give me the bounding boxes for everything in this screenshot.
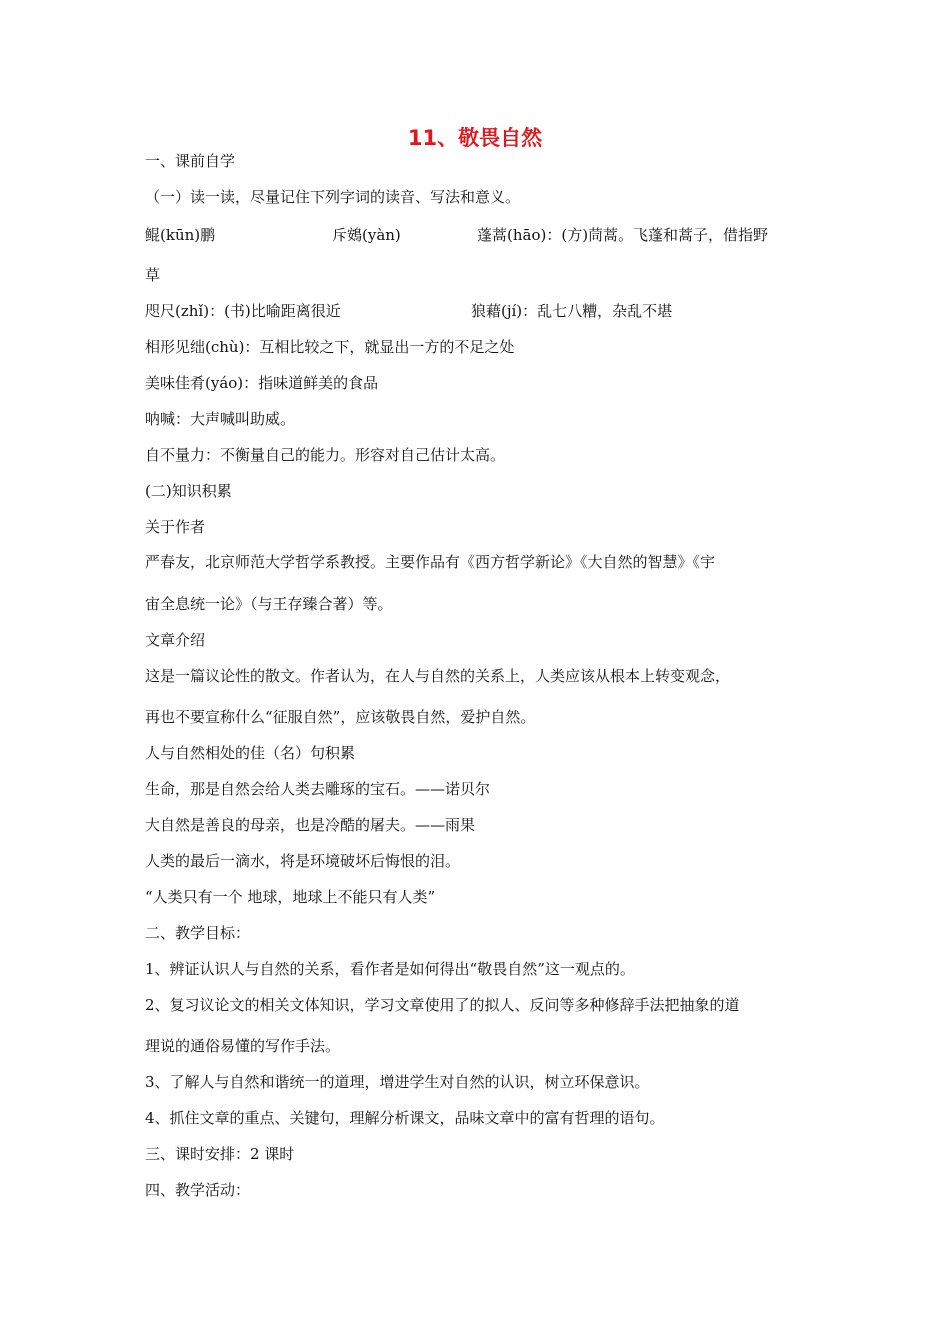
- vocab-item: 呐喊：大声喊叫助威。: [145, 410, 296, 428]
- intro-paragraph-line: 这是一篇议论性的散文。作者认为，在人与自然的关系上，人类应该从根本上转变观念，: [145, 667, 731, 685]
- quote-line: 生命，那是自然会给人类去雕琢的宝石。——诺贝尔: [145, 780, 491, 798]
- vocab-continuation: 草: [145, 266, 161, 284]
- vocab-item: 咫尺(zhǐ)：(书)比喻距离很近: [145, 302, 341, 320]
- vocab-item: 自不量力：不衡量自己的能力。形容对自己估计太高。: [145, 446, 506, 464]
- intro-paragraph-line: 再也不要宣称什么“征服自然”，应该敬畏自然，爱护自然。: [145, 708, 536, 726]
- vocab-item: 鲲(kūn)鹏: [145, 226, 216, 244]
- page-title: 11、敬畏自然: [407, 126, 543, 150]
- subsection-heading-2: (二)知识积累: [145, 482, 232, 500]
- section-heading-2: 二、教学目标：: [145, 924, 251, 942]
- author-paragraph-line: 严春友，北京师范大学哲学系教授。主要作品有《西方哲学新论》《大自然的智慧》《宇: [145, 553, 716, 571]
- section-heading-1: 一、课前自学: [145, 152, 236, 170]
- quote-line: 大自然是善良的母亲，也是冷酷的屠夫。——雨果: [145, 816, 476, 834]
- goal-item: 3、了解人与自然和谐统一的道理，增进学生对自然的认识，树立环保意识。: [145, 1073, 650, 1091]
- vocab-item: 狼藉(jí)：乱七八糟，杂乱不堪: [471, 302, 673, 320]
- subsection-heading-1: （一）读一读，尽量记住下列字词的读音、写法和意义。: [145, 188, 521, 206]
- author-paragraph-line: 宙全息统一论》（与王存臻合著）等。: [145, 595, 393, 613]
- goal-item-continuation: 理说的通俗易懂的写作手法。: [145, 1037, 341, 1055]
- vocab-item: 相形见绌(chù)：互相比较之下，就显出一方的不足之处: [145, 338, 515, 356]
- quote-line: “人类只有一个 地球，地球上不能只有人类”: [145, 888, 436, 906]
- quotes-heading: 人与自然相处的佳（名）句积累: [145, 744, 356, 762]
- quote-line: 人类的最后一滴水，将是环境破坏后悔恨的泪。: [145, 852, 461, 870]
- intro-heading: 文章介绍: [145, 631, 206, 649]
- vocab-item: 蓬蒿(hāo)：(方)茼蒿。飞蓬和蒿子，借指野: [477, 226, 769, 244]
- section-heading-3: 三、课时安排：2 课时: [145, 1145, 295, 1163]
- vocab-item: 美味佳肴(yáo)：指味道鲜美的食品: [145, 374, 379, 392]
- goal-item: 4、抓住文章的重点、关键句，理解分析课文，品味文章中的富有哲理的语句。: [145, 1109, 665, 1127]
- goal-item: 2、复习议论文的相关文体知识，学习文章使用了的拟人、反问等多种修辞手法把抽象的道: [145, 996, 740, 1014]
- section-heading-4: 四、教学活动：: [145, 1181, 251, 1199]
- vocab-item: 斥鴳(yàn): [332, 226, 401, 244]
- author-heading: 关于作者: [145, 518, 206, 536]
- goal-item: 1、辨证认识人与自然的关系，看作者是如何得出“敬畏自然”这一观点的。: [145, 960, 635, 978]
